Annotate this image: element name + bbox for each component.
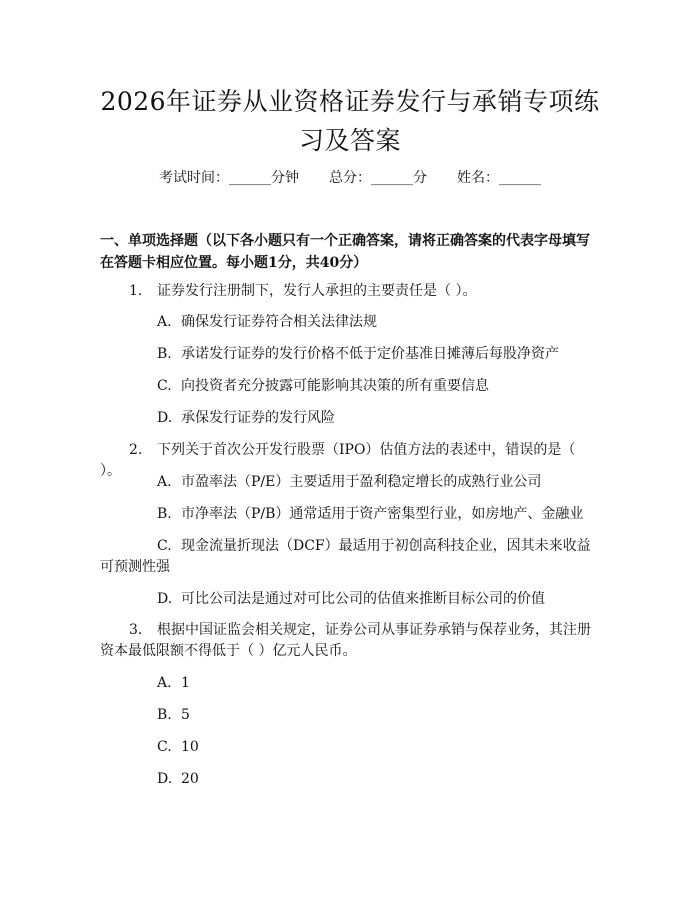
option-text: 10 xyxy=(181,739,199,755)
option-item xyxy=(157,769,607,790)
total-score-label: 总分：______分 xyxy=(329,170,427,186)
name-label: 姓名：______ xyxy=(457,170,541,186)
option-text: 现金流量折现法（DCF）最适用于初创高科技企业，因其未来收益可预测性强 xyxy=(100,538,591,575)
option-item xyxy=(157,737,607,758)
option-item xyxy=(157,589,607,610)
option-letter: D. xyxy=(157,591,173,607)
option-letter: A. xyxy=(157,314,172,330)
section-heading: 一、单项选择题（以下各小题只有一个正确答案，请将正确答案的代表字母填写在答题卡相应位置。每小题1分，共40分） xyxy=(100,233,590,271)
option-item xyxy=(157,312,607,333)
question-text xyxy=(100,281,600,302)
option-item xyxy=(157,705,607,726)
page-title: 2026年证券从业资格证券发行与承销专项练习及答案 xyxy=(100,87,600,155)
option-item xyxy=(100,536,600,578)
option-letter: D. xyxy=(157,771,173,787)
option-item xyxy=(157,408,607,429)
option-letter: A. xyxy=(157,675,172,691)
exam-time-label: 考试时间：______分钟 xyxy=(159,170,299,186)
question-number: 2. xyxy=(129,442,143,458)
question-stem: 下列关于首次公开发行股票（IPO）估值方法的表述中，错误的是（ ）。 xyxy=(100,442,576,479)
option-text: 市净率法（P/B）通常适用于资产密集型行业，如房地产、金融业 xyxy=(181,506,584,522)
question-number: 1. xyxy=(129,283,143,299)
option-letter: B. xyxy=(157,707,172,723)
exam-info xyxy=(0,168,700,188)
option-item xyxy=(157,344,607,365)
question-stem: 根据中国证监会相关规定，证券公司从事证券承销与保荐业务，其注册资本最低限额不得低于（ ）亿元人民币。 xyxy=(100,622,591,659)
option-item xyxy=(157,673,607,694)
option-text: 确保发行证券符合相关法律法规 xyxy=(181,314,377,330)
option-letter: C. xyxy=(157,739,172,755)
option-text: 可比公司法是通过对可比公司的估值来推断目标公司的价值 xyxy=(181,591,545,607)
option-letter: C. xyxy=(157,378,172,394)
option-text: 5 xyxy=(181,707,190,723)
option-item xyxy=(157,504,607,525)
option-text: 1 xyxy=(181,675,190,691)
option-text: 承诺发行证券的发行价格不低于定价基准日摊薄后每股净资产 xyxy=(181,346,559,362)
option-text: 向投资者充分披露可能影响其决策的所有重要信息 xyxy=(181,378,489,394)
option-text: 承保发行证券的发行风险 xyxy=(181,410,335,426)
option-letter: C. xyxy=(157,538,172,554)
question-stem: 证券发行注册制下，发行人承担的主要责任是（ ）。 xyxy=(157,283,477,299)
option-item xyxy=(157,472,607,493)
option-letter: D. xyxy=(157,410,173,426)
option-letter: B. xyxy=(157,346,172,362)
question-text xyxy=(100,620,600,662)
option-letter: B. xyxy=(157,506,172,522)
option-letter: A. xyxy=(157,474,172,490)
question-number: 3. xyxy=(129,622,143,638)
option-item xyxy=(157,376,607,397)
option-text: 市盈率法（P/E）主要适用于盈利稳定增长的成熟行业公司 xyxy=(181,474,542,490)
option-text: 20 xyxy=(181,771,199,787)
